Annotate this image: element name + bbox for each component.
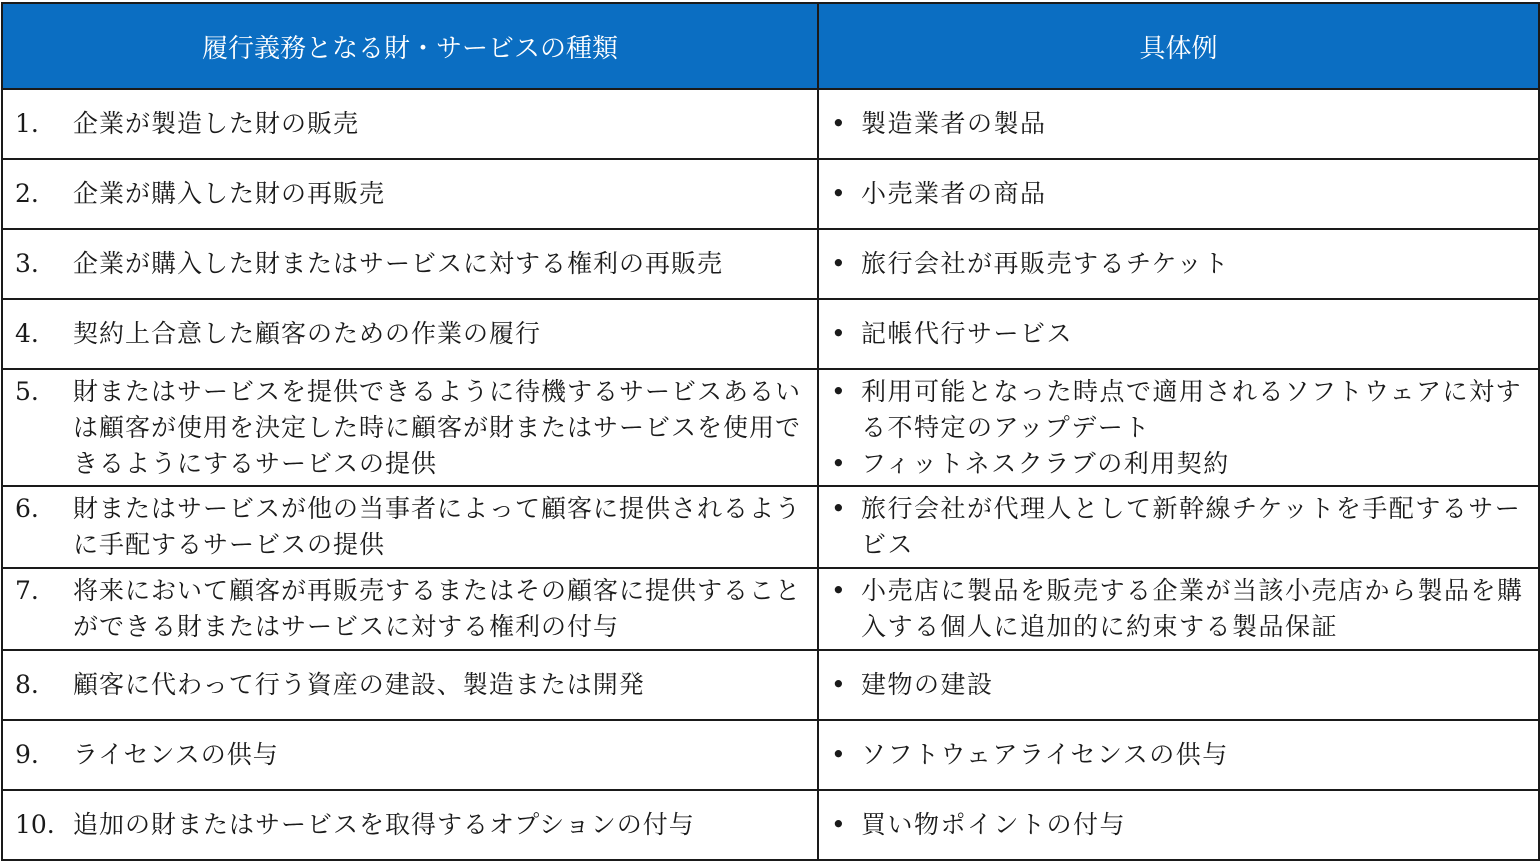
table-header-row xyxy=(2,3,1539,89)
examples-list xyxy=(827,106,1530,142)
list-item xyxy=(827,573,1530,645)
bullet-icon: • xyxy=(831,319,846,348)
list-item xyxy=(827,106,1530,142)
examples-list xyxy=(827,737,1530,773)
examples-cell xyxy=(818,369,1539,486)
type-cell xyxy=(2,89,818,159)
examples-list xyxy=(827,573,1530,645)
header-type: 履行義務となる財・サービスの種類 xyxy=(2,3,818,89)
bullet-icon: • xyxy=(831,670,846,699)
list-item xyxy=(827,491,1530,563)
type-text: 追加の財またはサービスを取得するオプションの付与 xyxy=(73,810,695,839)
table-row xyxy=(2,369,1539,486)
obligations-table xyxy=(1,2,1540,861)
examples-list xyxy=(827,807,1530,843)
table-row xyxy=(2,299,1539,369)
bullet-icon: • xyxy=(831,109,846,138)
list-item xyxy=(827,807,1530,843)
bullet-icon: • xyxy=(831,179,846,208)
type-cell xyxy=(2,299,818,369)
table-row xyxy=(2,720,1539,790)
row-number: 6. xyxy=(15,494,39,523)
type-text: 財またはサービスを提供できるように待機するサービスあるいは顧客が使用を決定した時に顧客が財またはサービスを使用できるようにするサービスの提供 xyxy=(73,376,802,478)
type-text: ライセンスの供与 xyxy=(73,740,279,769)
example-text: 利用可能となった時点で適用されるソフトウェアに対する不特定のアップデート xyxy=(861,376,1523,442)
list-item xyxy=(827,667,1530,703)
examples-cell xyxy=(818,486,1539,568)
examples-cell xyxy=(818,229,1539,299)
list-item xyxy=(827,446,1530,482)
bullet-icon: • xyxy=(831,576,846,605)
table-row xyxy=(2,568,1539,650)
type-text: 財またはサービスが他の当事者によって顧客に提供されるように手配するサービスの提供 xyxy=(73,494,802,559)
example-text: 建物の建設 xyxy=(861,670,994,699)
examples-list xyxy=(827,176,1530,212)
table-row xyxy=(2,486,1539,568)
bullet-icon: • xyxy=(831,494,846,523)
example-text: ソフトウェアライセンスの供与 xyxy=(861,740,1229,769)
bullet-icon: • xyxy=(831,249,846,278)
examples-list xyxy=(827,491,1530,563)
type-cell xyxy=(2,159,818,229)
bullet-icon: • xyxy=(831,448,846,478)
table-row xyxy=(2,159,1539,229)
example-text: 買い物ポイントの付与 xyxy=(861,810,1127,839)
type-cell xyxy=(2,568,818,650)
examples-list xyxy=(827,374,1530,482)
bullet-icon: • xyxy=(831,810,846,839)
example-text: 旅行会社が代理人として新幹線チケットを手配するサービス xyxy=(861,494,1522,559)
bullet-icon: • xyxy=(831,740,846,769)
row-number: 7. xyxy=(15,576,39,605)
row-number: 8. xyxy=(15,670,39,699)
bullet-icon: • xyxy=(831,376,846,406)
examples-cell xyxy=(818,790,1539,860)
example-text: 小売店に製品を販売する企業が当該小売店から製品を購入する個人に追加的に約束する製品保証 xyxy=(861,576,1524,641)
row-number: 1. xyxy=(15,109,39,138)
type-text: 企業が購入した財またはサービスに対する権利の再販売 xyxy=(73,249,724,278)
list-item xyxy=(827,246,1530,282)
row-number: 10. xyxy=(15,810,55,839)
table-row xyxy=(2,229,1539,299)
examples-list xyxy=(827,316,1530,352)
list-item xyxy=(827,737,1530,773)
type-text: 企業が製造した財の販売 xyxy=(73,109,360,138)
header-examples: 具体例 xyxy=(818,3,1539,89)
examples-cell xyxy=(818,568,1539,650)
type-text: 契約上合意した顧客のための作業の履行 xyxy=(73,319,542,348)
row-number: 9. xyxy=(15,740,39,769)
table-row xyxy=(2,650,1539,720)
list-item xyxy=(827,176,1530,212)
type-text: 将来において顧客が再販売するまたはその顧客に提供することができる財またはサービスに対する権利の付与 xyxy=(73,576,802,641)
list-item xyxy=(827,316,1530,352)
type-cell xyxy=(2,229,818,299)
examples-cell xyxy=(818,720,1539,790)
type-text: 顧客に代わって行う資産の建設、製造または開発 xyxy=(73,670,645,699)
type-cell xyxy=(2,790,818,860)
table-row xyxy=(2,89,1539,159)
type-cell xyxy=(2,720,818,790)
row-number: 3. xyxy=(15,249,39,278)
list-item xyxy=(827,374,1530,446)
examples-cell xyxy=(818,650,1539,720)
example-text: 製造業者の製品 xyxy=(861,109,1047,138)
examples-cell xyxy=(818,299,1539,369)
examples-list xyxy=(827,667,1530,703)
example-text: 小売業者の商品 xyxy=(861,179,1047,208)
row-number: 2. xyxy=(15,179,39,208)
example-text: フィットネスクラブの利用契約 xyxy=(861,448,1230,478)
row-number: 5. xyxy=(15,376,39,406)
type-cell xyxy=(2,369,818,486)
table-row xyxy=(2,790,1539,860)
type-cell xyxy=(2,486,818,568)
example-text: 旅行会社が再販売するチケット xyxy=(861,249,1230,278)
examples-list xyxy=(827,246,1530,282)
type-text: 企業が購入した財の再販売 xyxy=(73,179,386,208)
row-number: 4. xyxy=(15,319,39,348)
example-text: 記帳代行サービス xyxy=(861,319,1074,348)
type-cell xyxy=(2,650,818,720)
examples-cell xyxy=(818,89,1539,159)
examples-cell xyxy=(818,159,1539,229)
